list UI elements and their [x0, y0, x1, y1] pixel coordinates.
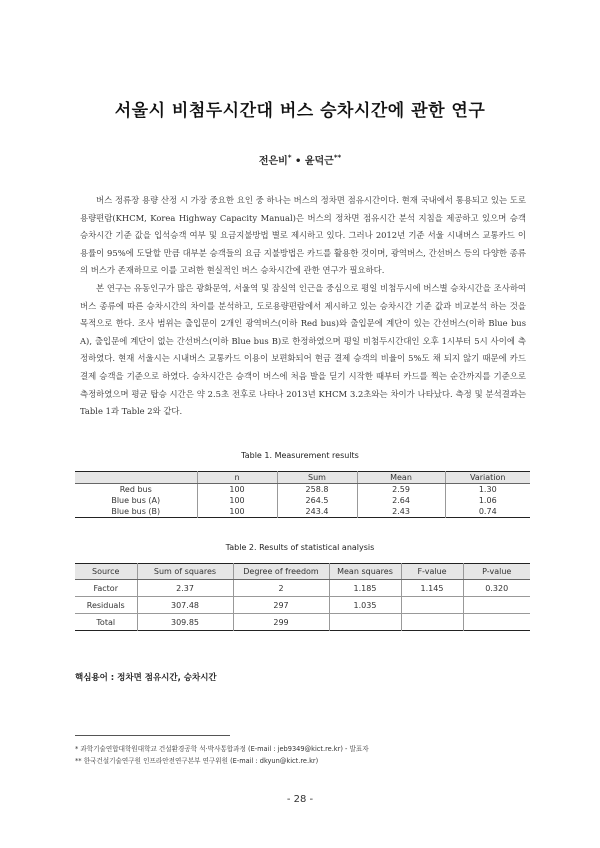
- column-header: Variation: [445, 472, 530, 484]
- paper-title: 서울시 비첨두시간대 버스 승차시간에 관한 연구: [114, 101, 486, 121]
- abstract-body: [80, 192, 526, 421]
- table-cell: 0.320: [463, 580, 530, 597]
- table-cell: Residuals: [75, 597, 137, 614]
- table-cell: 2.37: [137, 580, 233, 597]
- table-cell: Blue bus (A): [111, 496, 161, 505]
- table-cell: 0.74: [445, 506, 530, 518]
- column-header: Sum of squares: [137, 564, 233, 580]
- keywords: 핵심용어 : 정차면 점유시간, 승차시간: [75, 673, 217, 683]
- author-2: 윤덕근: [304, 156, 334, 167]
- table-cell: [463, 614, 530, 631]
- table-cell: 1.035: [329, 597, 401, 614]
- paragraph: 본 연구는 유동인구가 많은 광화문역, 서울역 및 잠실역 인근을 중심으로 평일 비첨두시에 버스별 승차시간을 조사하여 버스 종류에 따른 승차시간의 차이를 분석하고, 도로용량편람에서 제시하고 있는 승차시간 기준 값과 비교분석 하는 것을 목적으로 한다. 조사 범위는 출입문이 2개인 광역버스(이하 Red bus)와 출입문에 계단이 있는 간선버스(이하 Blue bus A), 출입문에 계단이 없는 간선버스(이하 Blue bus B)로 한정하였으며 평일 비첨두시간대인 오후 1시부터 5시 사이에 측정하였다. 현재 서울시는 시내버스 교통카드 이용이 보편화되어 현금 결제 승객의 비율이 5%도 채 되지 않기 때문에 카드 결제 승객을 기준으로 하였다. 승차시간은 승객이 버스에 처음 발을 딛기 시작한 때부터 카드를 찍는 순간까지를 기준으로 측정하였으며 평균 탑승 시간은 약 2.5초 전후로 나타나 2013년 KHCM 3.2초와는 차이가 나타났다. 측정 및 분석결과는 Table 1과 Table 2와 같다.: [80, 282, 526, 417]
- table-header-row: [75, 472, 530, 484]
- table-row: [75, 614, 530, 631]
- column-header: Mean: [357, 472, 445, 484]
- table-row: [75, 597, 530, 614]
- table-cell: 1.145: [401, 580, 463, 597]
- column-header: n: [197, 472, 277, 484]
- table-cell: 309.85: [137, 614, 233, 631]
- column-header: P-value: [463, 564, 530, 580]
- table-row: [75, 495, 530, 506]
- column-header: Source: [75, 564, 137, 580]
- table-cell: 2.59: [357, 484, 445, 496]
- table-cell: 100: [197, 484, 277, 496]
- table-cell: 299: [233, 614, 329, 631]
- table-row: [75, 580, 530, 597]
- table-cell: Factor: [75, 580, 137, 597]
- column-header: F-value: [401, 564, 463, 580]
- table-cell: 100: [197, 495, 277, 506]
- statistical-analysis-table: [75, 563, 530, 631]
- table-cell: 2: [233, 580, 329, 597]
- table-cell: 2.64: [357, 495, 445, 506]
- table-1-caption: Table 1. Measurement results: [241, 451, 359, 460]
- paragraph: 버스 정류장 용량 산정 시 가장 중요한 요인 중 하나는 버스의 정차면 점유시간이다. 현재 국내에서 통용되고 있는 도로용량편람(KHCM, Korea Highway Capacity Manual)은 버스의 정차면 점유시간 분석 지침을 제공하고 있으며 승객 승차시간 기준 값을 입석승객 여부 및 요금지불방법 별로 제시하고 있다. 그러나 2012년 기준 서울 시내버스 교통카드 이용률이 95%에 도달할 만큼 대부분 승객들의 요금 지불방법은 카드를 활용한 것이며, 광역버스, 간선버스 등의 다양한 종류의 버스가 존재하므로 이를 고려한 현실적인 버스 승차시간에 관한 연구가 필요하다.: [80, 195, 526, 276]
- footnote: ** 한국건설기술연구원 인프라안전연구본부 연구위원 (E-mail : dkyun@kict.re.kr): [75, 757, 319, 765]
- table-cell: 258.8: [277, 484, 357, 496]
- author-separator: •: [291, 156, 305, 167]
- footnotes: [75, 743, 535, 767]
- table-cell: Total: [75, 614, 137, 631]
- table-cell: Red bus: [119, 485, 152, 494]
- table-cell: 264.5: [277, 495, 357, 506]
- table-cell: 1.185: [329, 580, 401, 597]
- column-header: Sum: [277, 472, 357, 484]
- table-cell: [401, 597, 463, 614]
- footnote-divider: [75, 735, 230, 736]
- column-header: Degree of freedom: [233, 564, 329, 580]
- table-header-row: [75, 564, 530, 580]
- author-1-mark: *: [287, 153, 292, 162]
- table-2-caption: Table 2. Results of statistical analysis: [225, 543, 375, 552]
- table-row: [75, 506, 530, 518]
- table-cell: 297: [233, 597, 329, 614]
- table-cell: 243.4: [277, 506, 357, 518]
- table-cell: 1.30: [445, 484, 530, 496]
- author-2-mark: **: [333, 153, 342, 162]
- table-row: [75, 484, 530, 496]
- table-cell: 2.43: [357, 506, 445, 518]
- page-number: - 28 -: [286, 794, 314, 805]
- measurement-table: [75, 471, 530, 518]
- author-1: 전은비: [258, 156, 288, 167]
- table-cell: [463, 597, 530, 614]
- table-cell: 1.06: [445, 495, 530, 506]
- table-cell: Blue bus (B): [111, 507, 161, 516]
- column-header: [75, 472, 197, 484]
- table-cell: 307.48: [137, 597, 233, 614]
- table-cell: 100: [197, 506, 277, 518]
- table-cell: [401, 614, 463, 631]
- column-header: Mean squares: [329, 564, 401, 580]
- author-line: [0, 152, 600, 167]
- table-cell: [329, 614, 401, 631]
- footnote: * 과학기술연합대학원대학교 건설환경공학 석·박사통합과정 (E-mail : jeb9349@kict.re.kr) - 발표자: [75, 745, 369, 753]
